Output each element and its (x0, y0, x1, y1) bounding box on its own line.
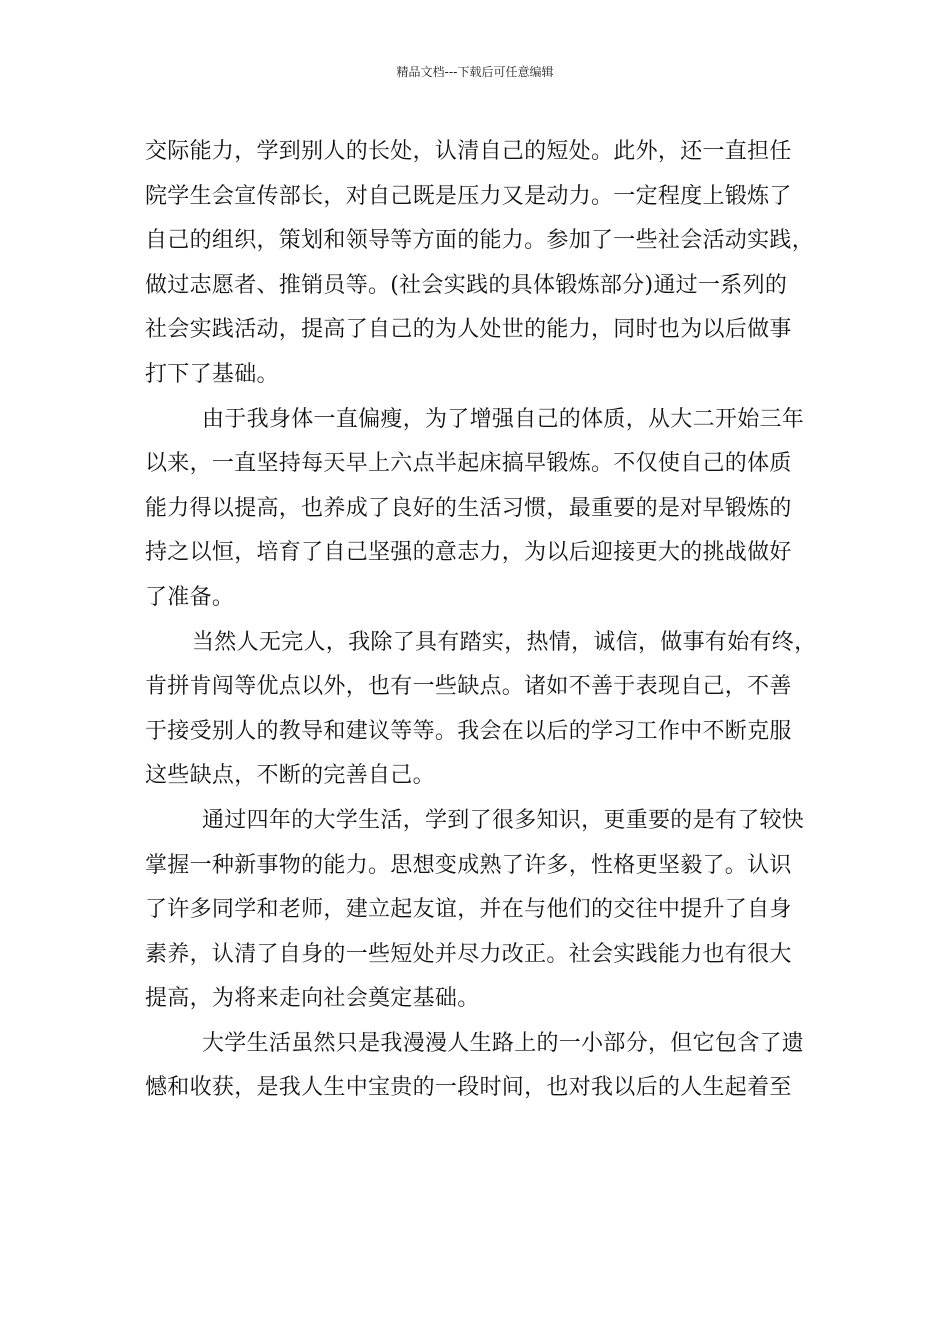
text-line: 提高，为将来走向社会奠定基础。 (145, 986, 480, 1012)
text-line: 社会实践活动，提高了自己的为人处世的能力，同时也为以后做事 (145, 317, 792, 343)
paragraph-first-line: 通过四年的大学生活，学到了很多知识，更重要的是有了较快 (202, 807, 805, 833)
text-line: 打下了基础。 (145, 361, 279, 387)
paragraph-first-line: 大学生活虽然只是我漫漫人生路上的一小部分，但它包含了遗 (202, 1030, 805, 1056)
text-line: 交际能力，学到别人的长处，认清自己的短处。此外，还一直担任 (145, 139, 792, 164)
text-line: 以来，一直坚持每天早上六点半起床搞早锻炼。不仅使自己的体质 (145, 451, 792, 477)
text-line: 做过志愿者、推销员等。(社会实践的具体锻炼部分)通过一系列的 (145, 272, 788, 298)
text-line: 肯拼肯闯等优点以外，也有一些缺点。诸如不善于表现自己，不善 (145, 674, 792, 700)
page-header: 精品文档---下载后可任意编辑 (396, 65, 554, 79)
text-line: 于接受别人的教导和建议等等。我会在以后的学习工作中不断克服 (145, 718, 792, 744)
text-line: 院学生会宣传部长，对自己既是压力又是动力。一定程度上锻炼了 (145, 183, 792, 209)
text-line: 能力得以提高，也养成了良好的生活习惯，最重要的是对早锻炼的 (145, 495, 792, 521)
text-line: 素养，认清了自身的一些短处并尽力改正。社会实践能力也有很大 (145, 941, 792, 967)
paragraph-first-line: 由于我身体一直偏瘦，为了增强自己的体质，从大二开始三年 (202, 406, 805, 432)
text-line: 这些缺点，不断的完善自己。 (145, 763, 435, 789)
text-line: 了准备。 (145, 584, 235, 610)
document-body (145, 130, 817, 1111)
text-line: 了许多同学和老师，建立起友谊，并在与他们的交往中提升了自身 (145, 897, 792, 923)
paragraph-first-line: 当然人无完人，我除了具有踏实，热情，诚信，做事有始有终， (192, 629, 817, 655)
text-line: 掌握一种新事物的能力。思想变成熟了许多，性格更坚毅了。认识 (145, 852, 792, 878)
text-line: 持之以恒，培育了自己坚强的意志力，为以后迎接更大的挑战做好 (145, 540, 792, 566)
text-line: 憾和收获，是我人生中宝贵的一段时间，也对我以后的人生起着至 (145, 1075, 792, 1101)
text-line: 自己的组织，策划和领导等方面的能力。参加了一些社会活动实践， (145, 228, 815, 254)
